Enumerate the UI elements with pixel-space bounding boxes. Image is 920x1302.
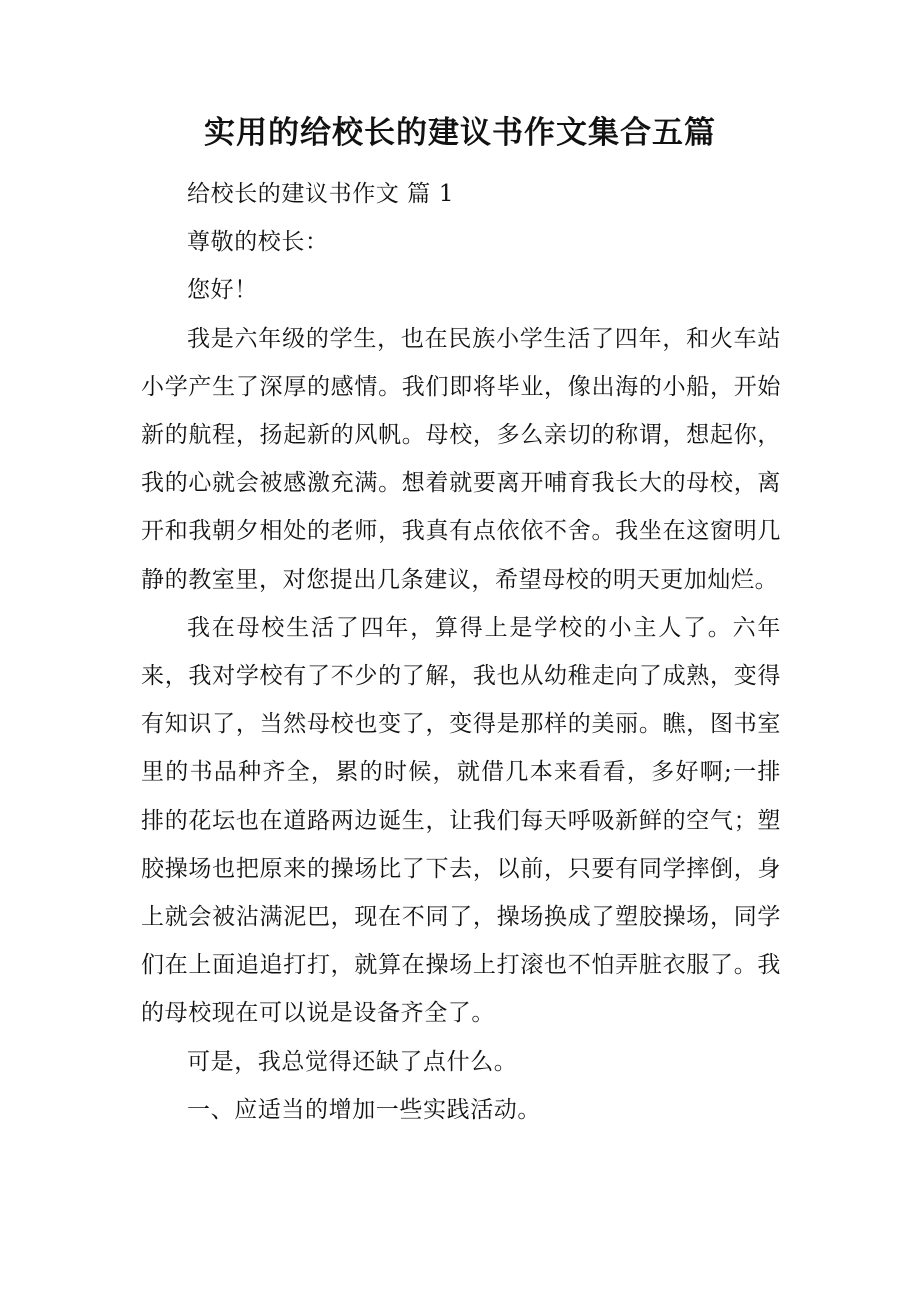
body-paragraph: 可是，我总觉得还缺了点什么。 [187,1048,518,1075]
salutation: 尊敬的校长： [187,229,329,256]
greeting: 您好！ [187,277,258,304]
section-heading: 给校长的建议书作文 篇 1 [187,181,455,207]
document-title: 实用的给校长的建议书作文集合五篇 [204,115,716,151]
body-paragraph: 我在母校生活了四年，算得上是学校的小主人了。六年来，我对学校有了不少的了解，我也从幼稚走向了成熟，变得有知识了，当然母校也变了，变得是那样的美丽。瞧，图书室里的书品种齐全，累的时候，就借几本来看看，多好啊;一排排的花坛也在道路两边诞生，让我们每天呼吸新鲜的空气；塑胶操场也把原来的操场比了下去，以前，只要有同学摔倒，身上就会被沾满泥巴，现在不同了，操场换成了塑胶操场，同学们在上面追追打打，就算在操场上打滚也不怕弄脏衣服了。我的母校现在可以说是设备齐全了。 [141,614,781,1027]
body-paragraph: 我是六年级的学生，也在民族小学生活了四年，和火车站小学产生了深厚的感情。我们即将毕业，像出海的小船，开始新的航程，扬起新的风帆。母校，多么亲切的称谓，想起你，我的心就会被感激充满。想着就要离开哺育我长大的母校，离开和我朝夕相处的老师，我真有点依依不舍。我坐在这窗明几静的教室里，对您提出几条建议，希望母校的明天更加灿烂。 [141,325,781,593]
suggestion-item: 一、应适当的增加一些实践活动。 [187,1096,541,1123]
document-body [141,170,781,1134]
